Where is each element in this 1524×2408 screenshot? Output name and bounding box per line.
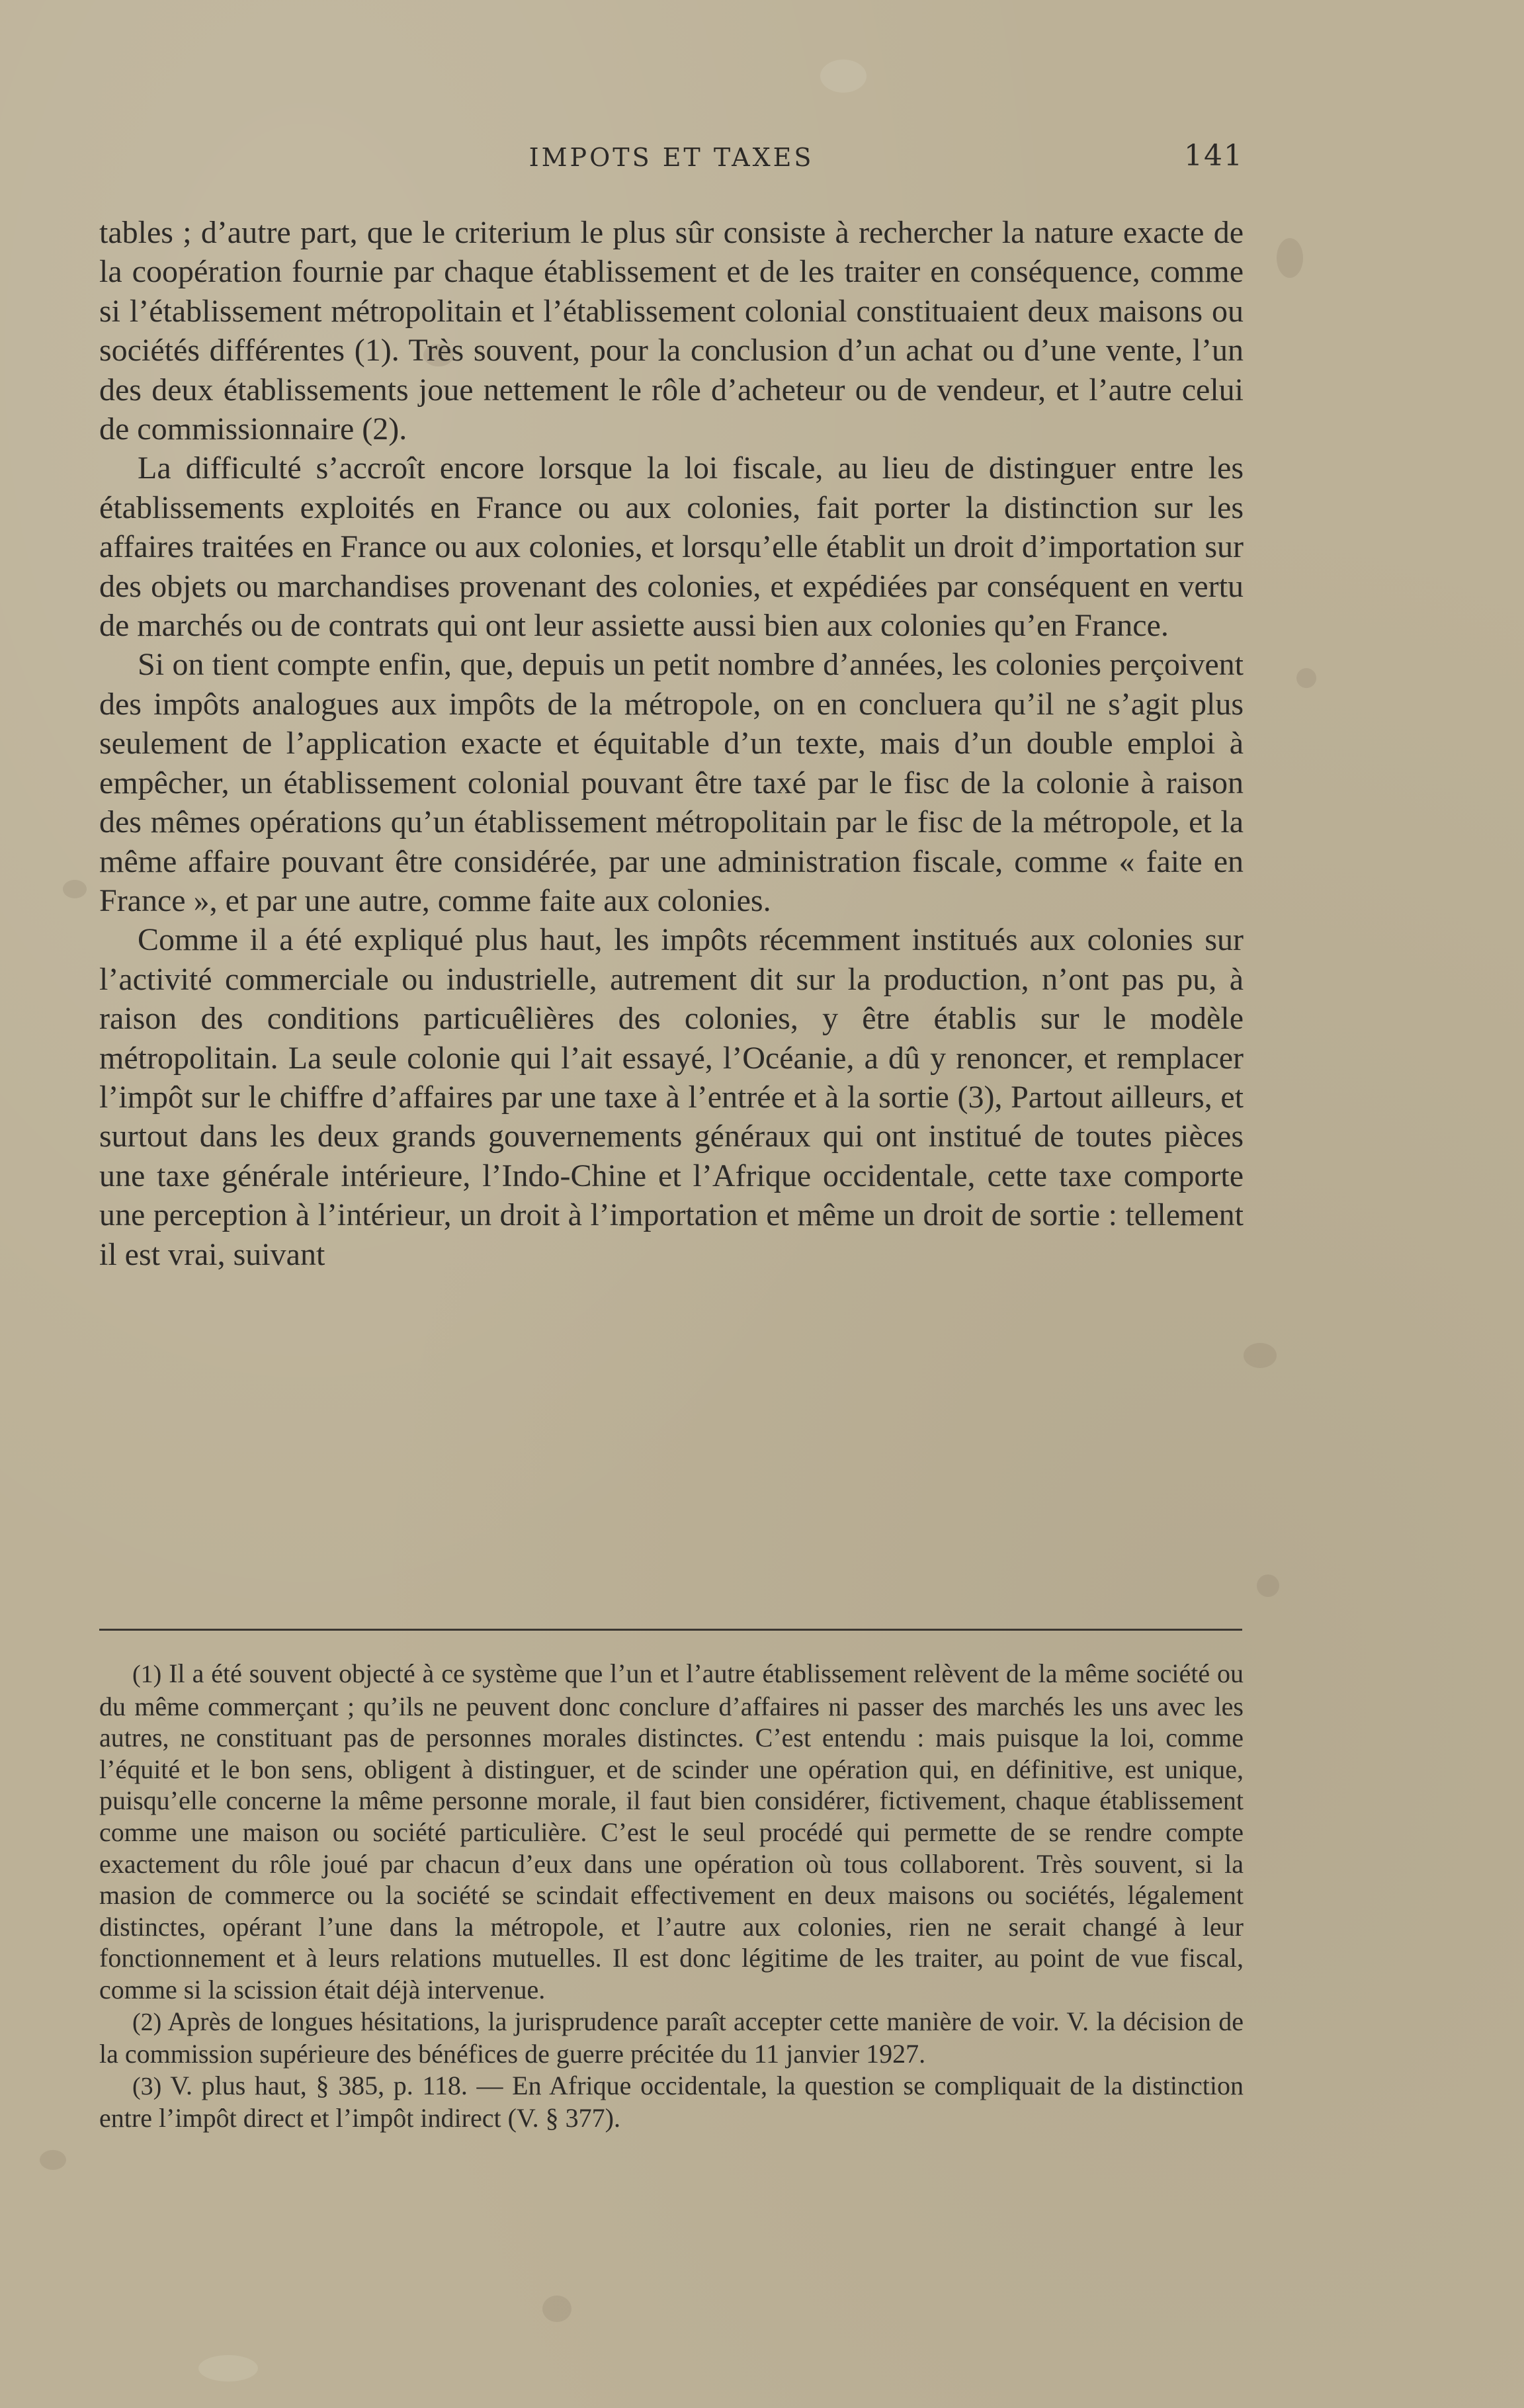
running-title: IMPOTS ET TAXES	[529, 143, 814, 172]
footnote-marker: (2)	[132, 2008, 162, 2036]
footnote	[99, 1658, 1244, 2006]
footnote-divider	[99, 1629, 1242, 1631]
paper-stain	[63, 880, 87, 898]
page-number: 141	[1184, 139, 1244, 173]
paper-stain	[1244, 1343, 1277, 1368]
body-text	[99, 213, 1244, 1274]
running-head	[99, 139, 1244, 179]
footnote-text: Il a été souvent objecté à ce système que l’un et l’autre établissement relèvent de la même société ou du même commerçant ; qu’ils ne peuvent donc conclure d’affaires ni passer des marchés les uns avec les autres, ne constituant pas de personnes morales distinctes. C’est entendu : mais puisque la loi, comme l’équité et le bon sens, obligent à distinguer, et de scinder une opération qui, en définitive, est unique, puisqu’elle concerne la même personne morale, il faut bien considérer, fictivement, chaque établissement comme une maison ou société particulière. C’est le seul procédé qui permette de se rendre compte exactement du rôle joué par chacun d’eux dans une opération où tous collaborent. Très souvent, si la masion de commerce ou la société se scindait effectivement en deux maisons ou sociétés, légalement distinctes, opérant l’une dans la métropole, et l’autre aux colonies, rien ne serait changé à leur fonctionnement et à leurs relations mutuelles. Il est donc légitime de les traiter, au point de vue fiscal, comme si la scission était déjà intervenue.	[99, 1658, 1244, 2004]
footnote-text: V. plus haut, § 385, p. 118. — En Afrique occidentale, la question se compliquait de la distinction entre l’impôt direct et l’impôt indirect (V. § 377).	[99, 2070, 1244, 2133]
paper-stain	[1257, 1574, 1279, 1597]
footnote-text: Après de longues hésitations, la jurisprudence paraît accepter cette manière de voir. V. la décision de la commission supérieure des bénéfices de guerre précitée du 11 janvier 1927.	[99, 2006, 1244, 2069]
footnote	[99, 2006, 1244, 2070]
footnote	[99, 2070, 1244, 2134]
footnote-marker: (1)	[132, 1660, 162, 1688]
footnote-marker: (3)	[132, 2072, 162, 2100]
paper-stain	[1277, 238, 1303, 278]
footnotes	[99, 1658, 1244, 2134]
paper-stain	[820, 60, 867, 93]
paragraph: La difficulté s’accroît encore lorsque la loi fiscale, au lieu de distinguer entre les établissements exploités en France ou aux colonies, fait porter la distinction sur les affaires traitées en France ou aux colonies, et lorsqu’elle établit un droit d’importation sur des objets ou marchandises provenant des colonies, et expédiées par conséquent en vertu de marchés ou de contrats qui ont leur assiette aussi bien aux colonies qu’en France.	[99, 451, 1244, 644]
paper-stain	[542, 2296, 572, 2322]
paragraph: Si on tient compte enfin, que, depuis un petit nombre d’années, les colonies perçoivent des impôts analogues aux impôts de la métropole, on en concluera qu’il ne s’agit plus seulement de l’application exacte et équitable d’un texte, mais d’un double emploi à empêcher, un établissement colonial pouvant être taxé par le fisc de la colonie à raison des mêmes opérations qu’un établissement métropolitain par le fisc de la métropole, et la même affaire pouvant être considérée, par une administration fiscale, comme « faite en France », et par une autre, comme faite aux colonies.	[99, 647, 1244, 918]
paper-stain	[1296, 668, 1316, 688]
paper-stain	[40, 2150, 66, 2170]
paragraph: Comme il a été expliqué plus haut, les impôts récemment institués aux colonies sur l’activité commerciale ou industrielle, autrement dit sur la production, n’ont pas pu, à raison des conditions particuêlières des colonies, y être établis sur le modèle métropolitain. La seule colonie qui l’ait essayé, l’Océanie, a dû y renoncer, et remplacer l’impôt sur le chiffre d’affaires par une taxe à l’entrée et à la sortie (3), Partout ailleurs, et surtout dans les deux grands gouvernements généraux qui ont institué de toutes pièces une taxe générale intérieure, l’Indo-Chine et l’Afrique occidentale, cette taxe comporte une perception à l’intérieur, un droit à l’importation et même un droit de sortie : tellement il est vrai, suivant	[99, 922, 1244, 1272]
paragraph: tables ; d’autre part, que le criterium le plus sûr consiste à rechercher la nature exacte de la coopération fournie par chaque établissement et de les traiter en conséquence, comme si l’établissement métropolitain et l’établissement colonial constituaient deux maisons ou sociétés différentes (1). Très souvent, pour la conclusion d’un achat ou d’une vente, l’un des deux établissements joue nettement le rôle d’acheteur ou de vendeur, et l’autre celui de commissionnaire (2).	[99, 215, 1244, 447]
paper-stain	[198, 2355, 258, 2382]
